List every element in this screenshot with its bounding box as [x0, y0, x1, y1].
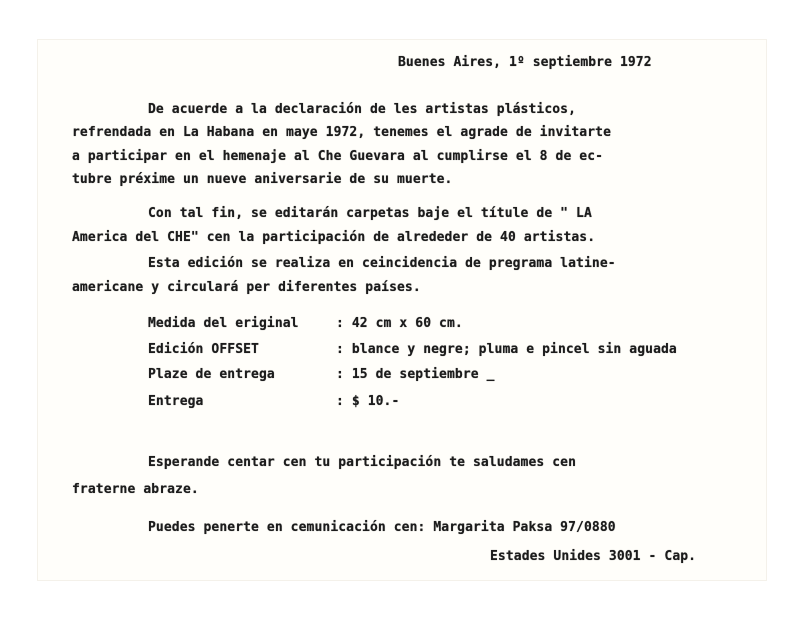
- contact-line: Puedes penerte en cemunicación cen: Margarita Paksa 97/0880: [148, 520, 616, 535]
- paragraph-1-line-3: a participar en el hemenaje al Che Guevara al cumplirse el 8 de ec-: [72, 149, 604, 164]
- paragraph-1-line-1: De acuerde a la declaración de les artistas plásticos,: [148, 102, 577, 117]
- address-line: Estades Unides 3001 - Cap.: [490, 549, 697, 564]
- paragraph-3-line-2: americane y circulará per diferentes países.: [72, 280, 421, 295]
- spec-label-deadline: Plaze de entrega: [148, 367, 275, 382]
- closing-line-2: fraterne abraze.: [72, 482, 199, 497]
- closing-line-1: Esperande centar cen tu participación te saludames cen: [148, 455, 577, 470]
- paragraph-2-line-2: America del CHE" cen la participación de alrededer de 40 artistas.: [72, 230, 596, 245]
- spec-value-deadline: : 15 de septiembre _: [336, 367, 495, 382]
- paragraph-2-line-1: Con tal fin, se editarán carpetas baje el títule de " LA: [148, 206, 592, 221]
- paragraph-3-line-1: Esta edición se realiza en ceincidencia de pregrama latine-: [148, 256, 616, 271]
- spec-label-size: Medida del eriginal: [148, 316, 299, 331]
- spec-value-payment: : $ 10.-: [336, 394, 400, 409]
- paragraph-1-line-4: tubre préxime un nueve aniversarie de su muerte.: [72, 172, 453, 187]
- spec-label-payment: Entrega: [148, 394, 204, 409]
- paragraph-1-line-2: refrendada en La Habana en maye 1972, tenemes el agrade de invitarte: [72, 125, 612, 140]
- spec-value-size: : 42 cm x 60 cm.: [336, 316, 463, 331]
- letter-date: Buenes Aires, 1º septiembre 1972: [398, 55, 652, 70]
- spec-value-edition: : blance y negre; pluma e pincel sin aguada: [336, 342, 677, 357]
- spec-label-edition: Edición OFFSET: [148, 342, 259, 357]
